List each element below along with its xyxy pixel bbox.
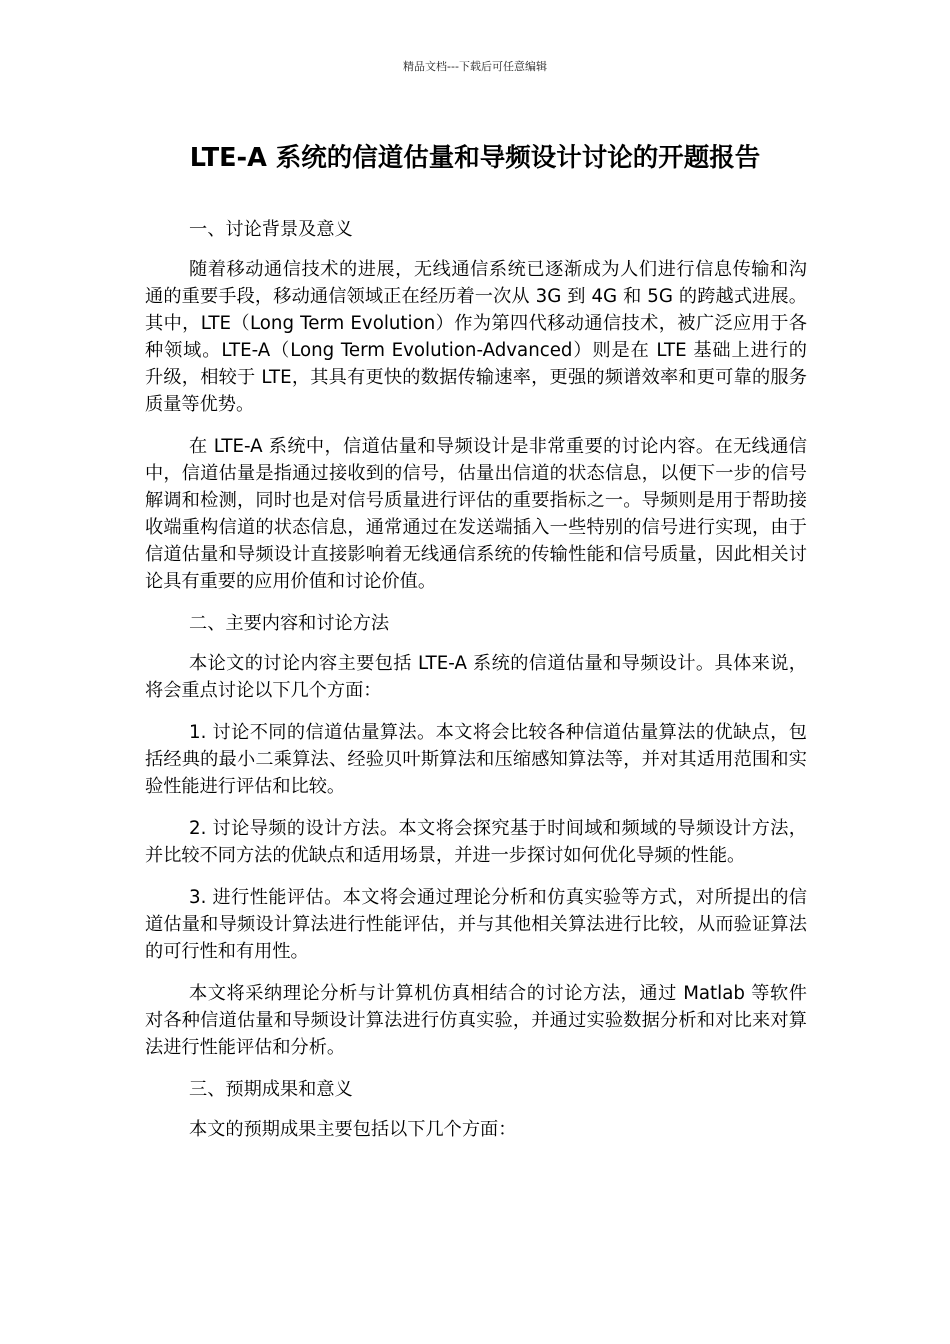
paragraph-expected-results: 本文的预期成果主要包括以下几个方面： xyxy=(189,1119,517,1140)
list-item-channel-estimation: 1. 讨论不同的信道估量算法。本文将会比较各种信道估量算法的优缺点，包括经典的最小二乘算法、经验贝叶斯算法和压缩感知算法等，并对其适用范围和实验性能进行评估和比较。 xyxy=(145,722,807,797)
paragraph-content-intro: 本论文的讨论内容主要包括 LTE-A 系统的信道估量和导频设计。具体来说，将会重点讨论以下几个方面： xyxy=(145,653,807,701)
document-body xyxy=(145,216,807,1158)
paragraph-methods: 本文将采纳理论分析与计算机仿真相结合的讨论方法，通过 Matlab 等软件对各种信道估量和导频设计算法进行仿真实验，并通过实验数据分析和对比来对算法进行性能评估和分析。 xyxy=(145,983,807,1058)
paragraph-background-1: 随着移动通信技术的进展，无线通信系统已逐渐成为人们进行信息传输和沟通的重要手段，移动通信领域正在经历着一次从 3G 到 4G 和 5G 的跨越式进展。其中，LTE（Long Term Evolution）作为第四代移动通信技术，被广泛应用于各种领域。LTE-A（Long Term Evolution-Advanced）则是在 LTE 基础上进行的升级，相较于 LTE，其具有更快的数据传输速率，更强的频谱效率和更可靠的服务质量等优势。 xyxy=(145,259,807,415)
paragraph-background-2: 在 LTE-A 系统中，信道估量和导频设计是非常重要的讨论内容。在无线通信中，信道估量是指通过接收到的信号，估量出信道的状态信息，以便下一步的信号解调和检测，同时也是对信号质量进行评估的重要指标之一。导频则是用于帮助接收端重构信道的状态信息，通常通过在发送端插入一些特别的信号进行实现，由于信道估量和导频设计直接影响着无线通信系统的传输性能和信号质量，因此相关讨论具有重要的应用价值和讨论价值。 xyxy=(145,436,807,592)
document-title: LTE-A 系统的信道估量和导频设计讨论的开题报告 xyxy=(189,143,761,173)
page-header-note: 精品文档---下载后可任意编辑 xyxy=(403,60,547,73)
section-heading-content-methods: 二、主要内容和讨论方法 xyxy=(189,613,390,634)
section-heading-expected-results: 三、预期成果和意义 xyxy=(189,1079,353,1100)
list-item-performance-evaluation: 3. 进行性能评估。本文将会通过理论分析和仿真实验等方式，对所提出的信道估量和导频设计算法进行性能评估，并与其他相关算法进行比较，从而验证算法的可行性和有用性。 xyxy=(145,887,807,962)
section-heading-background: 一、讨论背景及意义 xyxy=(189,219,353,240)
list-item-pilot-design: 2. 讨论导频的设计方法。本文将会探究基于时间域和频域的导频设计方法，并比较不同方法的优缺点和适用场景，并进一步探讨如何优化导频的性能。 xyxy=(145,818,807,866)
